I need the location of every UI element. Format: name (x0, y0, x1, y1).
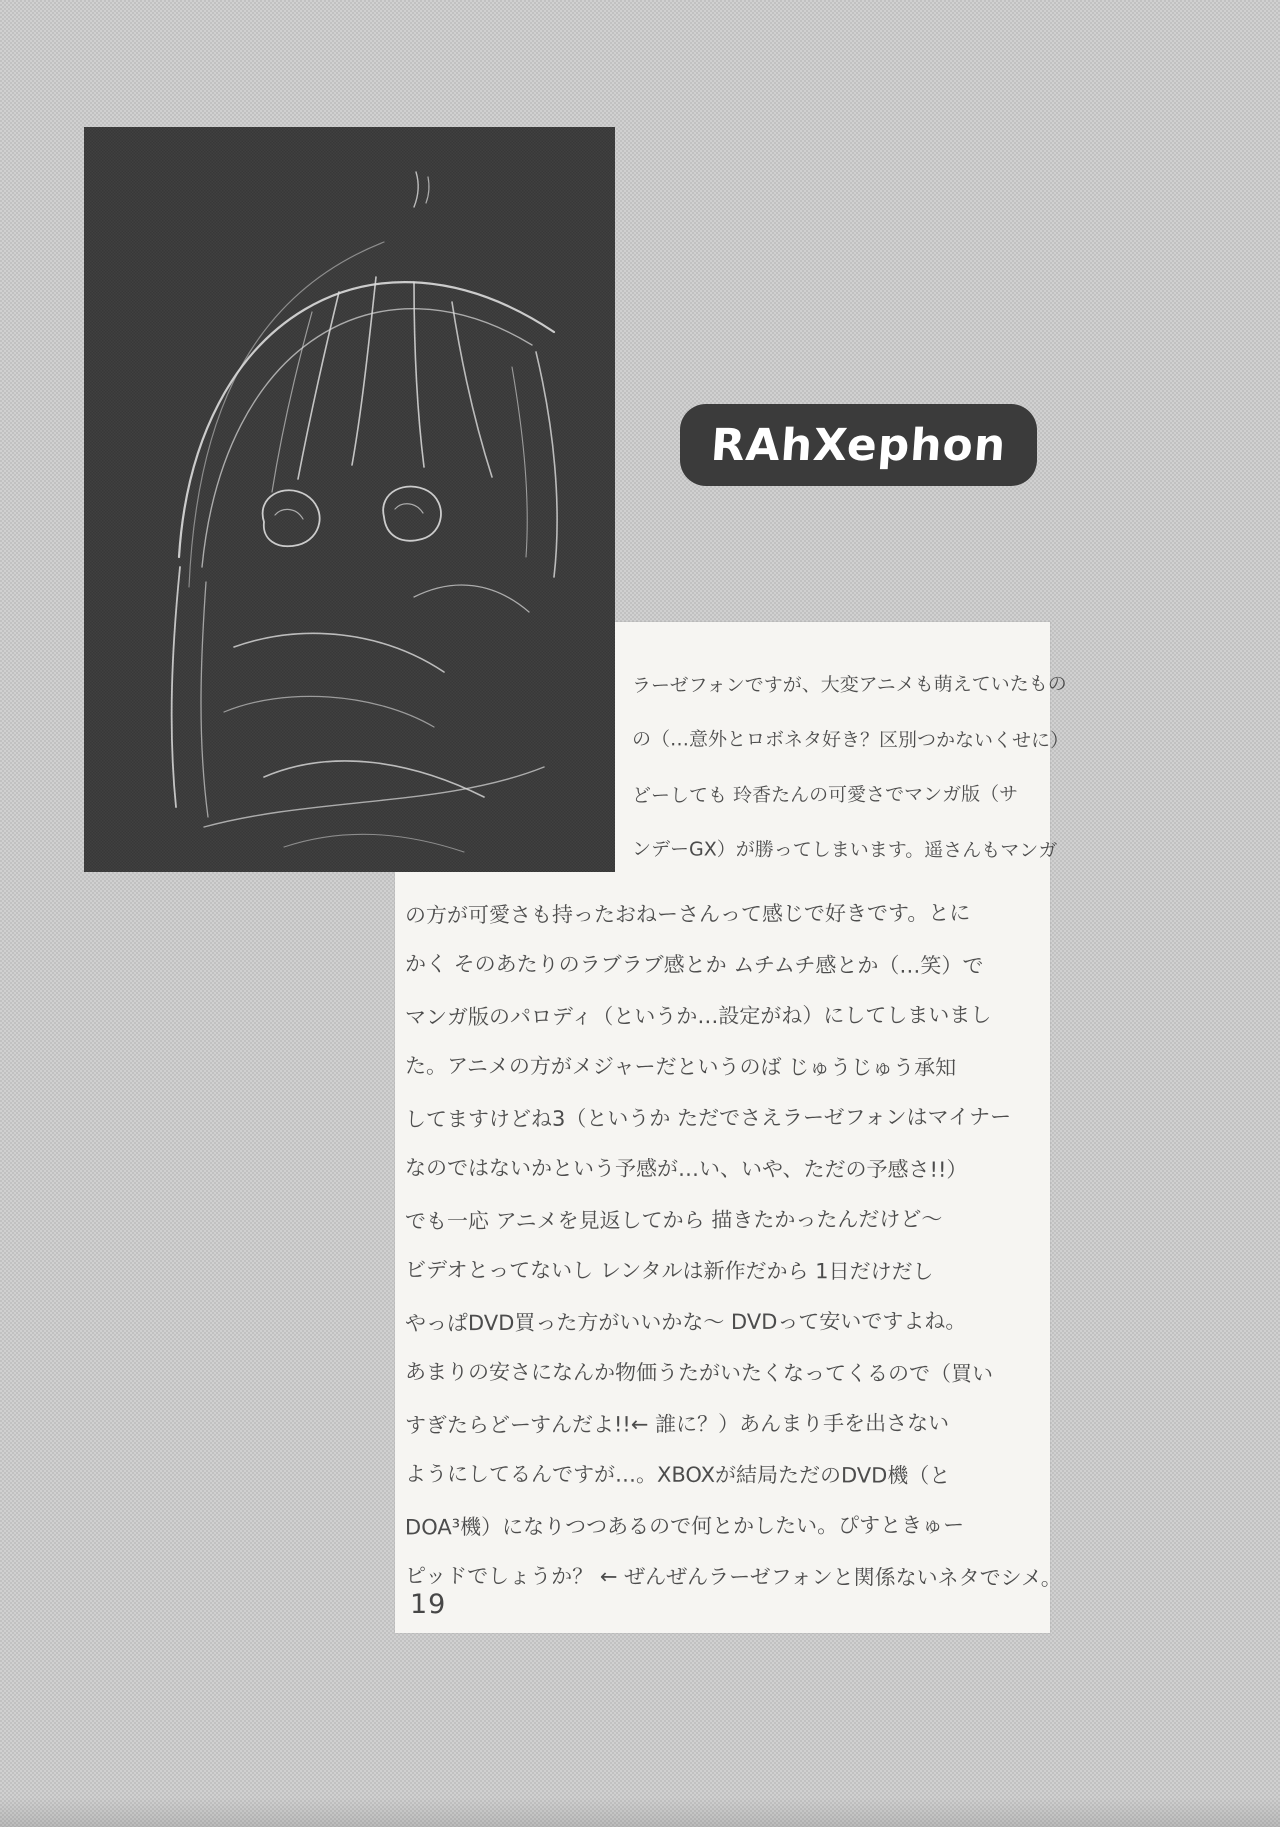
note-line: ンデーGX）が勝ってしまいます。遥さんもマンガ (631, 838, 1058, 862)
note-line: の（…意外とロボネタ好き？区別つかないくせに） (631, 728, 1070, 752)
note-line: マンガ版のパロディ（というか…設定がね）にしてしまいまし (404, 1002, 992, 1030)
note-line: かく そのあたりのラブラブ感とか ムチムチ感とか（…笑）で (404, 951, 984, 978)
note-line: ピッドでしょうか？ ← ぜんぜんラーゼフォンと関係ないネタでシメ。 (404, 1563, 1062, 1591)
note-line: してますけどね3（というか ただでさえラーゼフォンはマイナー (404, 1104, 1012, 1132)
handwritten-note-body (404, 889, 1062, 1603)
page-number: 19 (410, 1589, 447, 1620)
note-line: た。アニメの方がメジャーだというのば じゅうじゅう承知 (404, 1053, 957, 1080)
title-banner (680, 404, 1037, 486)
note-line: の方が可愛さも持ったおねーさんって感じで好きです。とに (404, 900, 971, 928)
note-line: どーしても 玲香たんの可愛さでマンガ版（サ (631, 783, 1019, 807)
handwritten-note-right-column (631, 658, 1070, 878)
page-title: RAhXephon (709, 419, 1008, 471)
note-line: ビデオとってないし レンタルは新作だから 1日だけだし (404, 1257, 934, 1284)
scan-edge-shadow (0, 1797, 1280, 1827)
note-line: あまりの安さになんか物価うたがいたくなってくるので（買い (404, 1359, 994, 1386)
note-line: すぎたらどーすんだよ!!← 誰に？）あんまり手を出さない (404, 1411, 950, 1438)
sketch-illustration-panel (84, 127, 615, 872)
character-sketch-drawing (84, 127, 615, 872)
note-line: DOA³機）になりつつあるので何とかしたい。ぴすときゅー (404, 1512, 965, 1540)
note-line: でも一応 アニメを見返してから 描きたかったんだけど～ (404, 1207, 943, 1234)
note-line: やっぱDVD買った方がいいかな～ DVDって安いですよね。 (404, 1308, 967, 1336)
note-line: ようにしてるんですが…。XBOXが結局ただのDVD機（と (404, 1461, 951, 1488)
note-line: なのではないかという予感が…い、いや、ただの予感さ!!） (404, 1155, 968, 1182)
note-line: ラーゼフォンですが、大変アニメも萌えていたもの (631, 673, 1067, 697)
